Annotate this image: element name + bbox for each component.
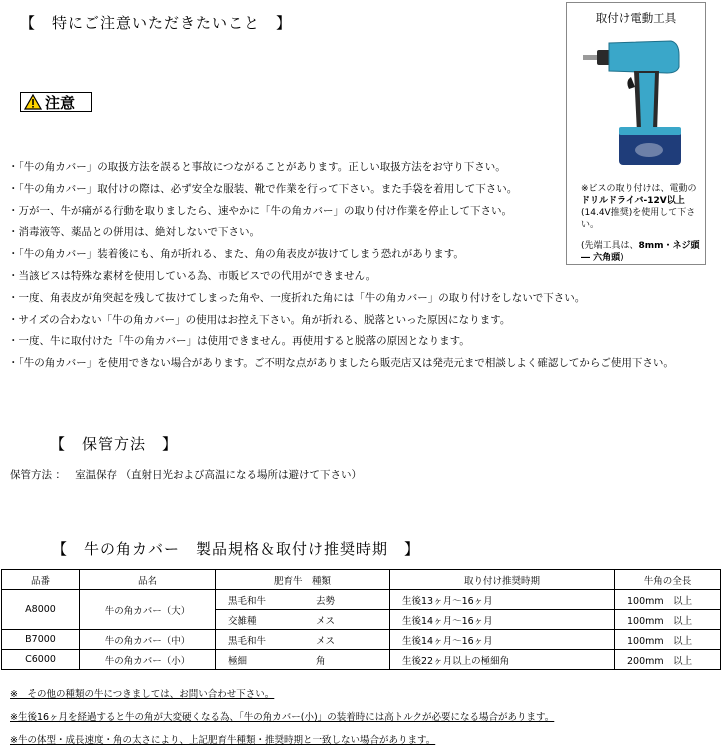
bit-note-prefix: (先端工具は、 xyxy=(581,241,639,251)
footnote: ※生後16ヶ月を経過すると牛の角が大変硬くなる為、「牛の角カバー(小)」の装着時には高トルクが必要になる場合があります。 xyxy=(10,712,555,723)
product-name: 牛の角カバー（中） xyxy=(80,630,216,650)
drill-driver-icon xyxy=(579,33,697,178)
tool-note-prefix: ※ビスの取り付けは、電動の xyxy=(581,184,697,194)
footnote: ※牛の体型・成長速度・角の太さにより、上記肥育牛種類・推奨時期と一致しない場合があります。 xyxy=(10,735,436,746)
product-code: C6000 xyxy=(2,650,80,670)
sex: 去勢 xyxy=(316,595,336,607)
tool-voltage-note xyxy=(581,183,703,231)
header-code: 品番 xyxy=(2,570,80,590)
header-timing: 取り付け推奨時期 xyxy=(390,570,615,590)
storage-label: 保管方法 ： xyxy=(10,469,66,481)
timing: 生後14ヶ月～16ヶ月 xyxy=(390,610,615,630)
storage-text: 室温保存 （直射日光および高温になる場所は避けて下さい） xyxy=(75,469,363,481)
table-row xyxy=(2,590,721,610)
list-item: ・一度、角表皮が角突起を残して抜けてしまった角や、一度折れた角には「牛の角カバー」の取り付けをしないで下さい。 xyxy=(8,291,586,304)
tool-note-suffix: (14.4V推奨)を使用して下さい。 xyxy=(581,208,696,230)
table-row xyxy=(2,650,721,670)
breed: 交雑種 xyxy=(228,615,257,627)
horn-length: 200mm 以上 xyxy=(615,650,721,670)
caution-label-box xyxy=(20,92,92,112)
timing: 生後22ヶ月以上の極細角 xyxy=(390,650,615,670)
list-item: ・「牛の角カバー」取付けの際は、必ず安全な服装、靴で作業を行って下さい。また手袋を着用して下さい。 xyxy=(8,182,518,195)
sex: 角 xyxy=(316,655,326,667)
storage-line xyxy=(10,467,362,482)
warning-triangle-icon xyxy=(24,94,42,110)
breed: 黒毛和牛 xyxy=(228,635,267,647)
breed: 極細 xyxy=(228,655,248,667)
list-item: ・サイズの合わない「牛の角カバー」の使用はお控え下さい。角が折れる、脱落といった原因になります。 xyxy=(8,313,511,326)
sex: メス xyxy=(316,615,336,627)
list-item: ・「牛の角カバー」装着後にも、角が折れる、また、角の角表皮が抜けてしまう恐れがあります。 xyxy=(8,248,464,261)
table-header-row xyxy=(2,570,721,590)
header-breed: 肥育牛 種類 xyxy=(216,570,390,590)
timing: 生後13ヶ月～16ヶ月 xyxy=(390,590,615,610)
list-item: ・「牛の角カバー」の取扱方法を誤ると事故につながることがあります。正しい取扱方法をお守り下さい。 xyxy=(8,161,506,173)
spec-section-heading: 【 牛の角カバー 製品規格＆取付け推奨時期 】 xyxy=(52,540,421,558)
footnote: ※ その他の種類の牛につきましては、お問い合わせ下さい。 xyxy=(10,689,275,700)
horn-length: 100mm 以上 xyxy=(615,610,721,630)
tool-box-title: 取付け電動工具 xyxy=(595,11,677,25)
product-name: 牛の角カバー（大） xyxy=(80,590,216,630)
breed: 黒毛和牛 xyxy=(228,595,267,607)
caution-section-heading: 【 特にご注意いただきたいこと 】 xyxy=(20,14,293,32)
list-item: ・「牛の角カバー」を使用できない場合があります。ご不明な点がありましたら販売店又は発売元まで相談しよく確認してからご使用下さい。 xyxy=(8,357,674,370)
bit-note-suffix: ) xyxy=(620,253,624,263)
breed-cell xyxy=(216,650,390,670)
product-code: B7000 xyxy=(2,630,80,650)
header-name: 品名 xyxy=(80,570,216,590)
list-item: ・万が一、牛が痛がる行動を取りましたら、速やかに「牛の角カバー」の取り付け作業を停止して下さい。 xyxy=(8,204,512,217)
tool-bit-note xyxy=(581,240,703,264)
horn-length: 100mm 以上 xyxy=(615,590,721,610)
caution-label: 注意 xyxy=(45,93,76,112)
product-name: 牛の角カバー（小） xyxy=(80,650,216,670)
bit-note-bold: 8mm・ネジ頭 ― 六角頭 xyxy=(581,241,700,263)
horn-length: 100mm 以上 xyxy=(615,630,721,650)
breed-cell xyxy=(216,630,390,650)
list-item: ・一度、牛に取付けた「牛の角カバー」は使用できません。再使用すると脱落の原因となります。 xyxy=(8,335,470,348)
tool-info-box xyxy=(566,2,706,265)
list-item: ・消毒液等、薬品との併用は、絶対しないで下さい。 xyxy=(8,226,260,239)
header-length: 牛角の全長 xyxy=(615,570,721,590)
table-row xyxy=(2,630,721,650)
timing: 生後14ヶ月～16ヶ月 xyxy=(390,630,615,650)
breed-cell xyxy=(216,610,390,630)
spec-table xyxy=(1,569,721,670)
product-code: A8000 xyxy=(2,590,80,630)
list-item: ・当該ビスは特殊な素材を使用している為、市販ビスでの代用ができません。 xyxy=(8,269,377,282)
sex: メス xyxy=(316,635,336,647)
storage-section-heading: 【 保管方法 】 xyxy=(50,435,179,453)
breed-cell xyxy=(216,590,390,610)
tool-note-bold: ドリルドライバ-12V以上 xyxy=(581,196,685,206)
